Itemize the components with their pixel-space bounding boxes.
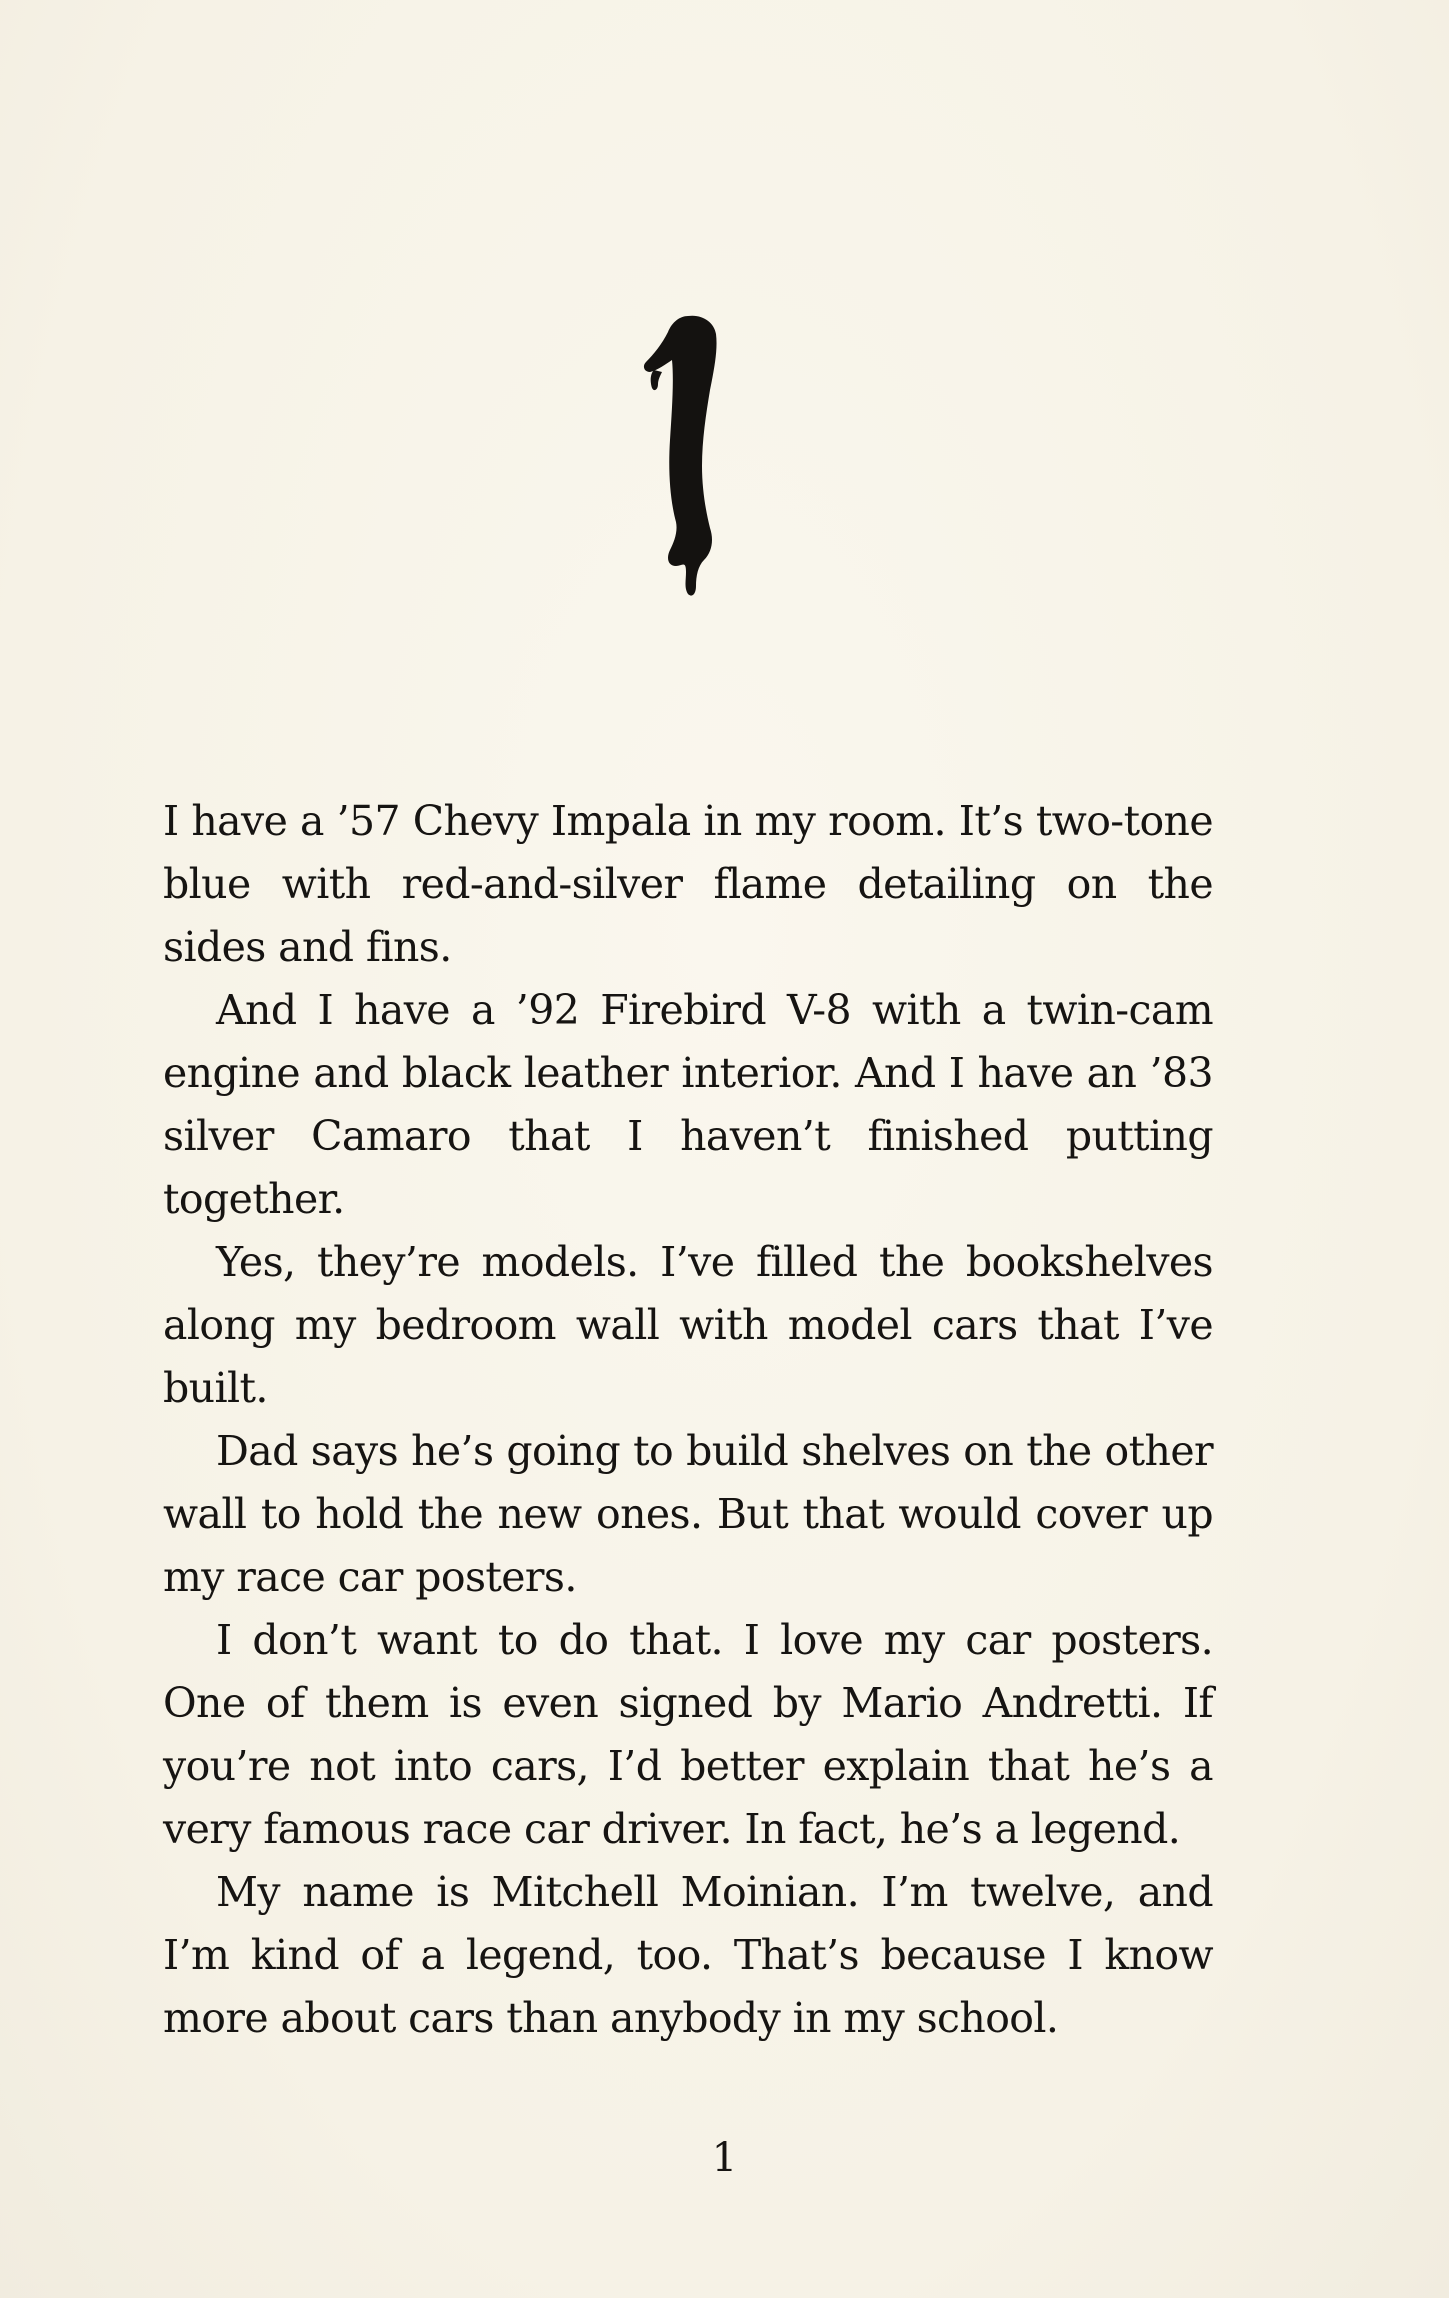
paragraph: Yes, they’re models. I’ve filled the bookshelves along my bedroom wall with model cars that I’ve built.	[163, 1238, 1213, 1412]
chapter-body-text	[163, 790, 1213, 2050]
chapter-number-ink-numeral	[640, 310, 750, 600]
paragraph: Dad says he’s going to build shelves on the other wall to hold the new ones. But that would cover up my race car posters.	[163, 1427, 1213, 1601]
paragraph: My name is Mitchell Moinian. I’m twelve, and I’m kind of a legend, too. That’s because I know more about cars than anybody in my school.	[163, 1868, 1213, 2042]
paragraph: I have a ’57 Chevy Impala in my room. It’s two-tone blue with red-and-silver flame detailing on the sides and fins.	[163, 797, 1213, 971]
paragraph: I don’t want to do that. I love my car posters. One of them is even signed by Mario Andretti. If you’re not into cars, I’d better explain that he’s a very famous race car driver. In fact, he’s a legend.	[163, 1616, 1213, 1853]
ink-numeral-one-icon	[640, 310, 750, 600]
paragraph: And I have a ’92 Firebird V-8 with a twin-cam engine and black leather interior. And I have an ’83 silver Camaro that I haven’t finished putting together.	[163, 986, 1213, 1223]
page-number: 1	[711, 2135, 738, 2181]
